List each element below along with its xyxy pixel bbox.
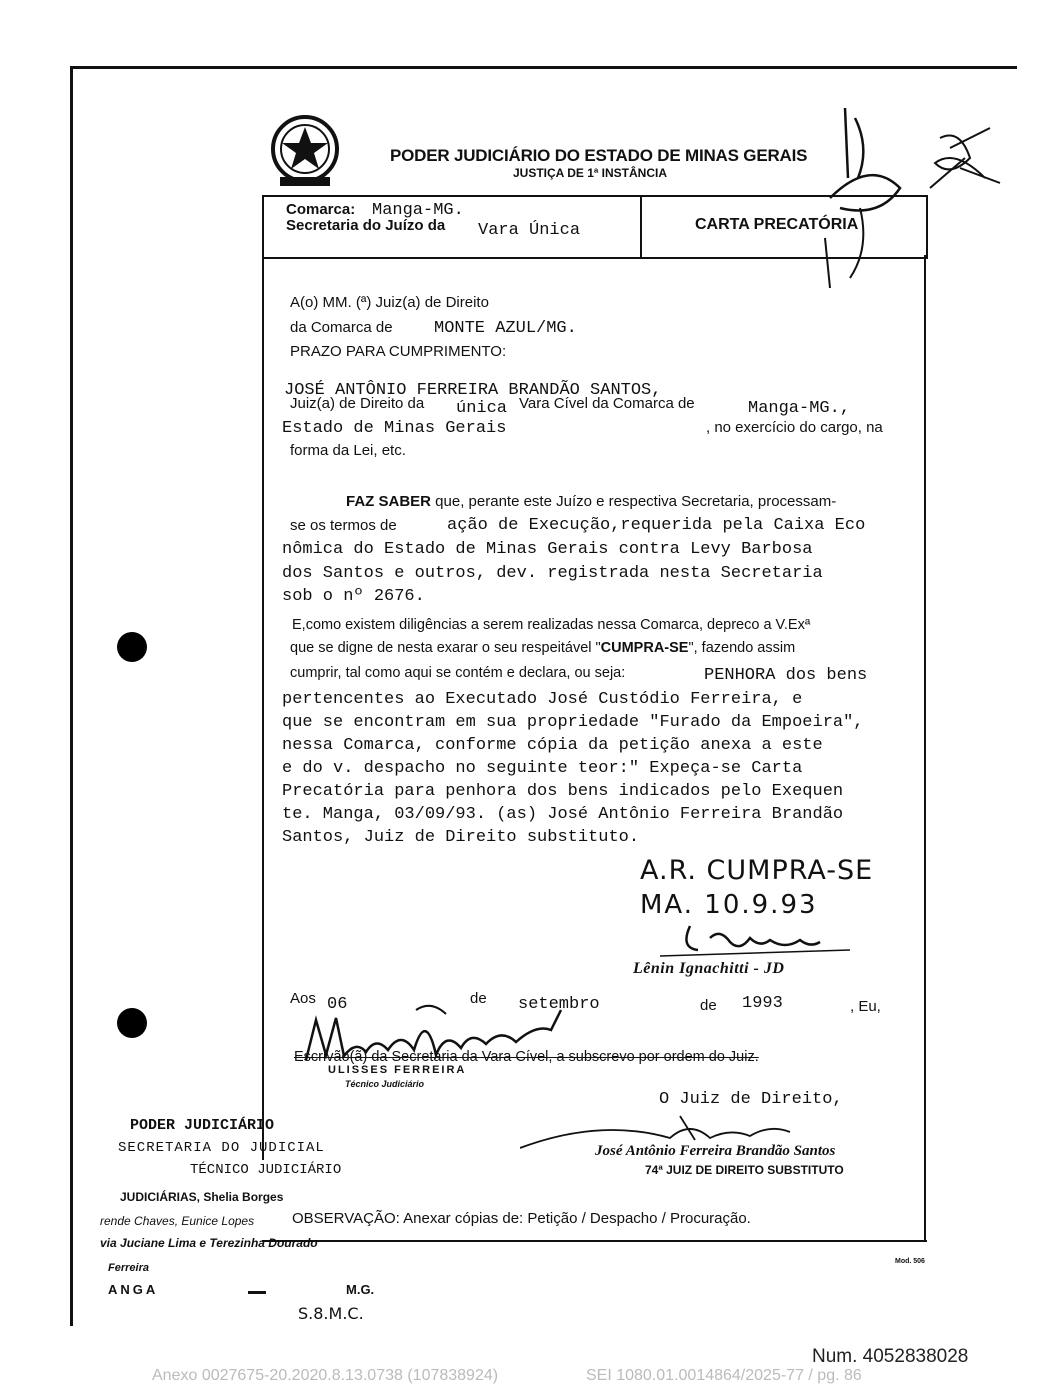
footer-sei: SEI 1080.01.0014864/2025-77 / pg. 86	[586, 1367, 862, 1384]
secretaria-value: Vara Única	[478, 221, 581, 240]
punch-hole-bottom	[117, 1008, 147, 1038]
juiz-name: José Antônio Ferreira Brandão Santos	[595, 1143, 836, 1159]
header-title: PODER JUDICIÁRIO DO ESTADO DE MINAS GERAIS	[390, 146, 808, 165]
observacao: OBSERVAÇÃO: Anexar cópias de: Petição / Despacho / Procuração.	[292, 1210, 751, 1227]
aos-label: Aos	[290, 990, 316, 1007]
judge-comarca: Manga-MG.,	[748, 399, 851, 418]
de-label-1: de	[470, 990, 487, 1007]
carta-precatoria-label: CARTA PRECATÓRIA	[695, 216, 859, 233]
teor-line-4: e do v. despacho no seguinte teor:" Expeça-se Carta	[282, 759, 803, 778]
acao-line-1: ação de Execução,requerida pela Caixa Eco	[447, 516, 866, 535]
escrivao-line: Escrivão(ã) da Secretaria da Vara Cível, a subscrevo por ordem do Juiz.	[294, 1049, 759, 1065]
date-month: setembro	[518, 995, 600, 1014]
penhora-line: PENHORA dos bens	[704, 666, 868, 685]
stamp-line-7: Ferreira	[108, 1262, 149, 1274]
handwritten-date: MA. 10.9.93	[640, 890, 818, 920]
teor-line-5: Precatória para penhora dos bens indicados pelo Exequen	[282, 782, 844, 801]
como-line-1: E,como existem diligências a serem realizadas nessa Comarca, depreco a V.Exª	[292, 617, 811, 633]
teor-line-3: nessa Comarca, conforme cópia da petição anexa a este	[282, 736, 823, 755]
coat-of-arms-emblem	[262, 113, 348, 191]
stamp-line-6: via Juciane Lima e Terezinha Dourado	[100, 1236, 318, 1250]
juiz-title: O Juiz de Direito,	[659, 1090, 843, 1109]
stamp-line-1: PODER JUDICIÁRIO	[130, 1117, 275, 1134]
estado-value: Estado de Minas Gerais	[282, 419, 507, 438]
como-line-3: cumprir, tal como aqui se contém e declara, ou seja:	[290, 665, 626, 681]
destination-comarca: MONTE AZUL/MG.	[434, 319, 577, 338]
como-line-2	[290, 640, 795, 656]
forma-da-lei: forma da Lei, etc.	[290, 442, 406, 459]
como-line-2-a: que se digne de nesta exarar o seu respeitável "	[290, 640, 601, 656]
scan-edge-left	[70, 66, 73, 1326]
de-label-2: de	[700, 997, 717, 1014]
faz-saber-bold: FAZ SABER	[346, 493, 432, 510]
stamp-line-5: rende Chaves, Eunice Lopes	[100, 1214, 255, 1228]
judge-role-label: Juiz(a) de Direito da	[290, 395, 425, 412]
secretaria-label: Secretaria do Juízo da	[286, 217, 446, 234]
acao-line-3: dos Santos e outros, dev. registrada nesta Secretaria	[282, 564, 823, 583]
eu-label: , Eu,	[850, 998, 881, 1015]
handwritten-signature-lenin	[660, 918, 850, 962]
footer-num: Num. 4052838028	[812, 1346, 969, 1367]
exercicio-label: , no exercício do cargo, na	[706, 419, 883, 436]
prazo-label: PRAZO PARA CUMPRIMENTO:	[290, 343, 507, 360]
acao-line-2: nômica do Estado de Minas Gerais contra Levy Barbosa	[282, 540, 813, 559]
right-margin-rule	[924, 255, 926, 845]
stamp-line-3: TÉCNICO JUDICIÁRIO	[190, 1162, 342, 1178]
handwritten-cumpra-se: A.R. CUMPRA-SE	[640, 855, 874, 886]
comarca-de-label: da Comarca de	[290, 319, 393, 336]
judge-name: JOSÉ ANTÔNIO FERREIRA BRANDÃO SANTOS,	[284, 381, 662, 400]
addressee-line: A(o) MM. (ª) Juiz(a) de Direito	[290, 294, 489, 311]
stamp-line-8: ANGA	[108, 1282, 159, 1297]
termos-label: se os termos de	[290, 517, 397, 534]
stamp-line-2: SECRETARIA DO JUDICIAL	[118, 1140, 325, 1156]
observacao-rule	[262, 1240, 927, 1242]
stamp-line-10: S.8.M.C.	[298, 1304, 364, 1323]
lenin-name: Lênin Ignachitti - JD	[633, 960, 785, 977]
comarca-label: Comarca:	[286, 201, 356, 218]
faz-saber-line	[346, 493, 836, 510]
scan-edge-top	[72, 66, 1017, 69]
teor-line-7: Santos, Juiz de Direito substituto.	[282, 828, 640, 847]
stamp-dash	[248, 1291, 266, 1294]
footer-anexo: Anexo 0027675-20.2020.8.13.0738 (107838924)	[152, 1367, 499, 1384]
teor-line-6: te. Manga, 03/09/93. (as) José Antônio Ferreira Brandão	[282, 805, 844, 824]
punch-hole-top	[117, 632, 147, 662]
mod-number: Mod. 506	[895, 1258, 925, 1265]
stamp-line-9: M.G.	[346, 1282, 375, 1297]
juiz-role: 74ª JUIZ DE DIREITO SUBSTITUTO	[645, 1163, 844, 1177]
stamp-escrivao-role: Técnico Judiciário	[345, 1079, 425, 1089]
sob-numero: sob o nº 2676.	[282, 587, 425, 606]
comarca-value: Manga-MG.	[372, 201, 464, 220]
faz-saber-rest: que, perante este Juízo e respectiva Secretaria, processam-	[431, 493, 837, 510]
vara-civel-label: Vara Cível da Comarca de	[519, 395, 695, 412]
teor-line-2: que se encontram em sua propriedade "Furado da Empoeira",	[282, 713, 864, 732]
date-year: 1993	[742, 994, 783, 1013]
judge-vara: única	[456, 399, 508, 418]
stamp-line-4: JUDICIÁRIAS, Shelia Borges	[120, 1190, 284, 1204]
como-line-2-b: ", fazendo assim	[688, 640, 796, 656]
header-subtitle: JUSTIÇA DE 1ª INSTÂNCIA	[513, 166, 668, 180]
teor-line-1: pertencentes ao Executado José Custódio Ferreira, e	[282, 690, 803, 709]
right-lower-rule	[924, 845, 926, 1241]
stamp-escrivao-name: ULISSES FERREIRA	[328, 1064, 467, 1076]
cumpra-se-bold: CUMPRA-SE	[600, 640, 689, 656]
date-day: 06	[327, 995, 348, 1014]
header-box-divider	[640, 195, 642, 257]
left-margin-rule	[262, 255, 264, 1160]
